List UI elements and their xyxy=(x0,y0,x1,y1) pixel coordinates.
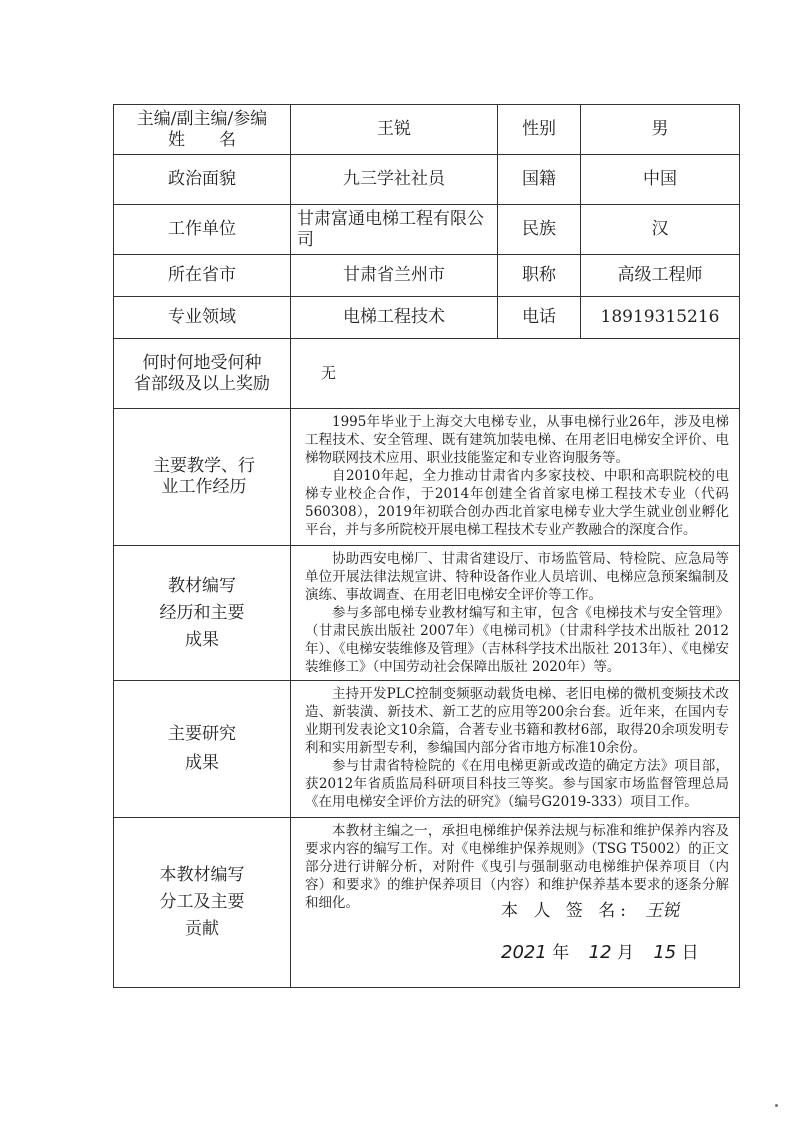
politics-value: 九三学社社员 xyxy=(291,155,498,205)
name-label xyxy=(114,105,291,155)
name-label-text: 主编/副主编/参编 姓 名 xyxy=(136,108,268,150)
ethnicity-label: 民族 xyxy=(498,205,581,255)
field-label: 专业领域 xyxy=(114,297,291,339)
textbook-content xyxy=(291,546,740,681)
experience-content xyxy=(291,409,740,546)
contribution-paragraph: 本教材主编之一，承担电梯维护保养法规与标准和维护保养内容及要求内容的编写工作。对《电梯维护保养规则》（TSG T5002）的正文部分进行讲解分析，对附件《曳引与强制驱动电梯维护保养项目（内容）和要求》的维护保养项目（内容）和维护保养基本要求的逐条分解和细化。 xyxy=(305,823,729,911)
date-line xyxy=(501,938,699,963)
award-value: 无 xyxy=(291,339,740,409)
contribution-label-text: 本教材编写 分工及主要 贡献 xyxy=(159,865,245,939)
gender-value: 男 xyxy=(581,105,740,155)
row-employer xyxy=(114,205,740,255)
row-politics xyxy=(114,155,740,205)
row-contribution xyxy=(114,818,740,988)
research-label xyxy=(114,681,291,818)
scan-speck xyxy=(775,1104,778,1107)
nationality-label: 国籍 xyxy=(498,155,581,205)
textbook-label-text: 教材编写 经历和主要 成果 xyxy=(159,575,245,650)
contribution-label xyxy=(114,818,291,988)
date-day-unit: 日 xyxy=(681,943,699,963)
province-value: 甘肃省兰州市 xyxy=(291,255,498,297)
row-field xyxy=(114,297,740,339)
row-textbook xyxy=(114,546,740,681)
row-name xyxy=(114,105,740,155)
row-award xyxy=(114,339,740,409)
row-province xyxy=(114,255,740,297)
field-value: 电梯工程技术 xyxy=(291,297,498,339)
research-content xyxy=(291,681,740,818)
date-month: 12 xyxy=(588,942,612,963)
province-label: 所在省市 xyxy=(114,255,291,297)
row-research xyxy=(114,681,740,818)
gender-label: 性别 xyxy=(498,105,581,155)
research-paragraph: 参与甘肃省特检院的《在用电梯更新或改造的确定方法》项目部，获2012年省质监局科研项目科技三等奖。参与国家市场监督管理总局《在用电梯安全评价方法的研究》（编号G2019-333）项目工作。 xyxy=(305,758,729,810)
research-paragraph: 主持开发PLC控制变频驱动载货电梯、老旧电梯的微机变频技术改造、新装潢、新技术、新工艺的应用等200余台套。近年来，在国内专业期刊发表论文10余篇，合著专业书籍和教材6部，取得20余项发明专利和实用新型专利，参编国内部分省市地方标准10余份。 xyxy=(305,686,729,756)
textbook-paragraph: 协助西安电梯厂、甘肃省建设厅、市场监管局、特检院、应急局等单位开展法律法规宣讲、特种设备作业人员培训、电梯应急预案编制及演练、事故调查、在用老旧电梯安全评价等工作。 xyxy=(305,551,729,603)
ethnicity-value: 汉 xyxy=(581,205,740,255)
employer-label: 工作单位 xyxy=(114,205,291,255)
date-day: 15 xyxy=(653,942,677,963)
textbook-paragraph: 参与多部电梯专业教材编写和主审，包含《电梯技术与安全管理》（甘肃民族出版社 2007年）《电梯司机》（甘肃科学技术出版社 2012年）、《电梯安装维修及管理》（吉林科学技术出版社 2013年）、《电梯安装维修工》（中国劳动社会保障出版社 2020年）等。 xyxy=(305,605,729,675)
title-value: 高级工程师 xyxy=(581,255,740,297)
research-label-text: 主要研究 成果 xyxy=(168,724,236,773)
experience-label-text: 主要教学、行 业工作经历 xyxy=(153,456,255,497)
date-month-unit: 月 xyxy=(616,943,634,963)
award-label xyxy=(114,339,291,409)
politics-label: 政治面貌 xyxy=(114,155,291,205)
phone-label: 电话 xyxy=(498,297,581,339)
signature-line xyxy=(501,896,679,921)
experience-paragraph: 1995年毕业于上海交大电梯专业，从事电梯行业26年，涉及电梯工程技术、安全管理、既有建筑加装电梯、在用老旧电梯安全评价、电梯物联网技术应用、职业技能鉴定和专业咨询服务等。 xyxy=(305,414,729,466)
award-label-text: 何时何地受何种 省部级及以上奖励 xyxy=(134,352,270,394)
date-year-unit: 年 xyxy=(552,943,570,963)
row-experience xyxy=(114,409,740,546)
textbook-label xyxy=(114,546,291,681)
name-value: 王锐 xyxy=(291,105,498,155)
experience-paragraph: 自2010年起，全力推动甘肃省内多家技校、中职和高职院校的电梯专业校企合作，于2014年创建全省首家电梯工程技术专业（代码560308），2019年初联合创办西北首家电梯专业大学生就业创业孵化平台，并与多所院校开展电梯工程技术专业产教融合的深度合作。 xyxy=(305,468,729,538)
nationality-value: 中国 xyxy=(581,155,740,205)
contribution-content xyxy=(291,818,740,988)
employer-value-text: 甘肃富通电梯工程有限公司 xyxy=(297,208,484,250)
title-label: 职称 xyxy=(498,255,581,297)
personal-info-form xyxy=(113,104,740,988)
phone-value: 18919315216 xyxy=(581,297,740,339)
signature-handwriting: 王锐 xyxy=(645,901,680,921)
experience-label xyxy=(114,409,291,546)
employer-value xyxy=(291,205,498,255)
date-year: 2021 xyxy=(501,942,547,963)
signature-label: 本 人 签 名: xyxy=(501,901,631,921)
